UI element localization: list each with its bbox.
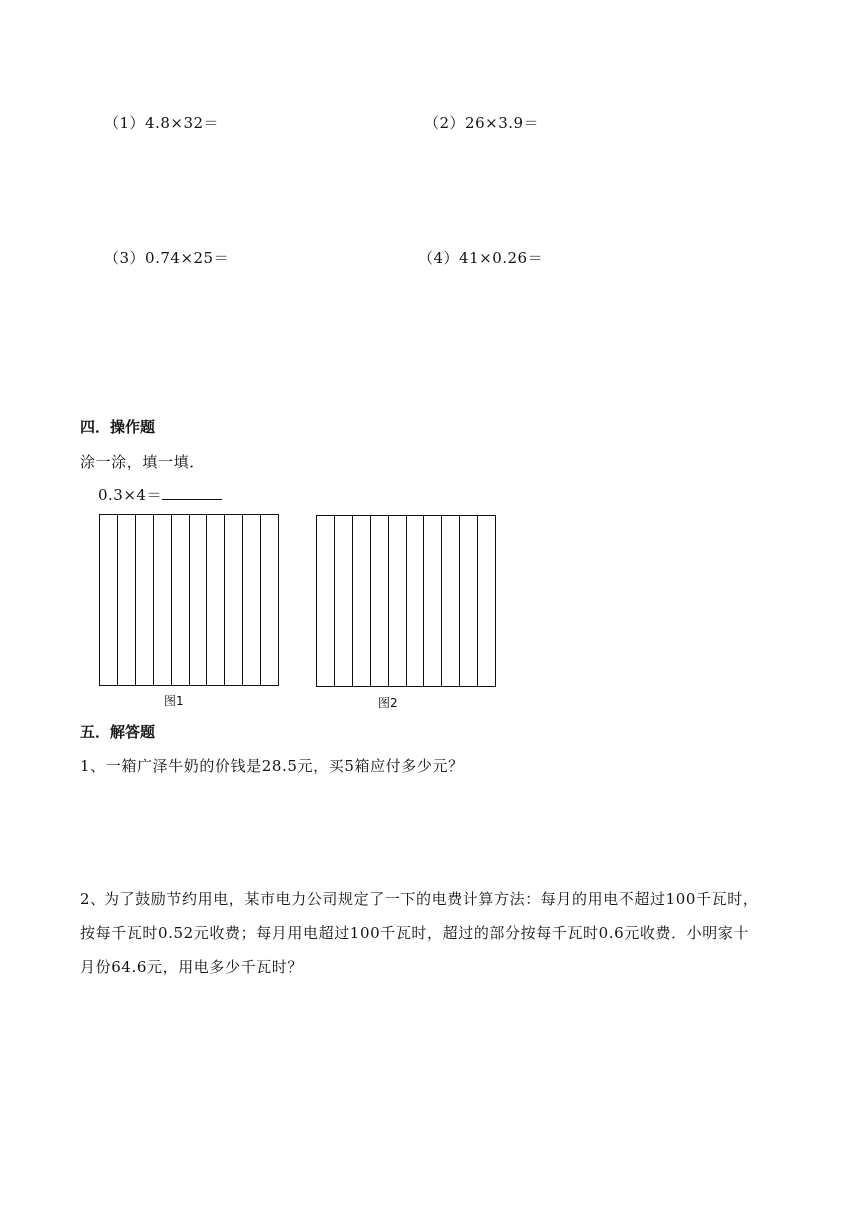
grid-1-column[interactable] [118,515,136,685]
figure-2-caption: 图2 [378,696,398,710]
section-4-instruction: 涂一涂，填一填． [80,453,205,471]
grid-1-column[interactable] [154,515,172,685]
question-2-body: 为了鼓励节约用电，某市电力公司规定了一下的电费计算方法：每月的用电不超过100千瓦时，按每千瓦时0.52元收费；每月用电超过100千瓦时，超过的部分按每千瓦时0.6元收费．小明家十月份64.6元，用电多少千瓦时？ [80,890,759,976]
figure-1-caption: 图1 [164,694,184,708]
calc-item-3: （3）0.74×25＝ [104,249,230,267]
grid-2-column[interactable] [478,516,495,686]
figure-1-grid[interactable] [99,514,279,686]
grid-1-column[interactable] [190,515,208,685]
question-2-text [56,882,761,984]
grid-1-column[interactable] [261,515,278,685]
grid-2-column[interactable] [460,516,478,686]
expression-row [98,484,222,505]
grid-1-column[interactable] [136,515,154,685]
grid-2-column[interactable] [335,516,353,686]
expression-text: 0.3×4＝ [98,486,162,504]
grid-1-column[interactable] [243,515,261,685]
answer-blank[interactable] [162,485,222,500]
grid-2-column[interactable] [389,516,407,686]
question-2-number: 2、 [80,890,106,908]
grid-1-column[interactable] [100,515,118,685]
section-4-title: 四．操作题 [80,418,156,436]
grid-1-column[interactable] [225,515,243,685]
grid-2-column[interactable] [371,516,389,686]
section-5-title: 五．解答题 [80,723,156,741]
grid-1-column[interactable] [207,515,225,685]
grid-2-column[interactable] [407,516,425,686]
grid-2-column[interactable] [442,516,460,686]
calc-item-4: （4）41×0.26＝ [418,249,544,267]
calc-item-1: （1）4.8×32＝ [104,114,220,132]
grid-1-column[interactable] [172,515,190,685]
question-1: 1、一箱广泽牛奶的价钱是28.5元，买5箱应付多少元？ [80,757,464,775]
calc-item-2: （2）26×3.9＝ [424,114,540,132]
figure-2-grid[interactable] [316,515,496,687]
grid-2-column[interactable] [353,516,371,686]
grid-2-column[interactable] [424,516,442,686]
grid-2-column[interactable] [317,516,335,686]
